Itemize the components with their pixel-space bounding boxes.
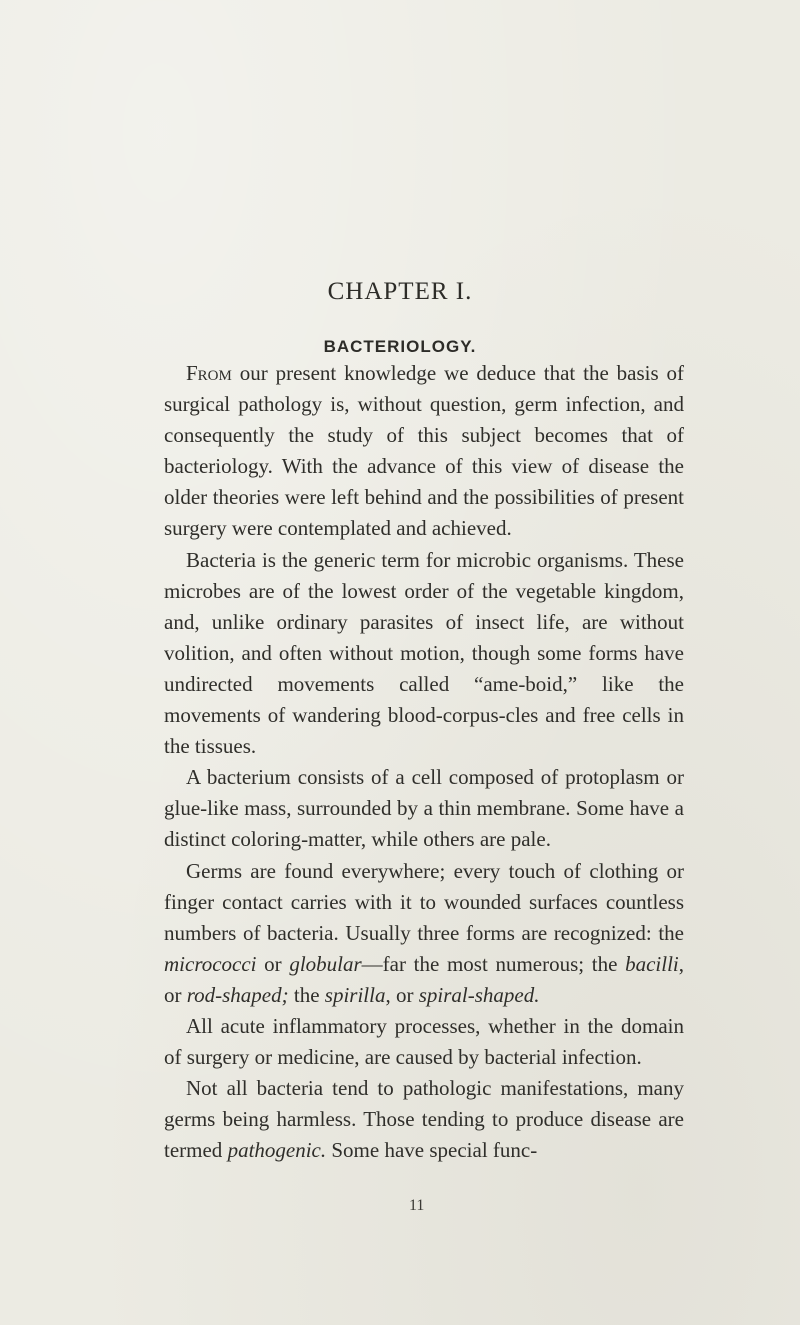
term-spirilla: spirilla [324, 982, 386, 1007]
section-heading: BACTERIOLOGY. [323, 337, 477, 356]
term-micrococci: micrococci [164, 951, 257, 976]
paragraph-text: Germs are found everywhere; every touch of clothing or finger contact carries with it to wounded surfaces countless numbers of bacteria. Usually three forms are recognized: the [164, 858, 684, 945]
lead-word: From [186, 361, 232, 385]
paragraph-text: A bacterium consists of a cell composed of protoplasm or glue-like mass, surrounded by a thin membrane. Some have a distinct coloring-matter, while others are pale. [164, 765, 684, 852]
term-pathogenic: pathogenic. [227, 1138, 327, 1163]
paragraph-4 [164, 856, 684, 1011]
paragraph-1 [164, 358, 684, 545]
term-bacilli: bacilli [625, 951, 679, 976]
paragraph-text: All acute inflammatory processes, whether in the domain of surgery or medicine, are caused by bacterial infection. [164, 1013, 684, 1070]
chapter-heading: CHAPTER I. [327, 278, 473, 305]
page-number: 11 [409, 1197, 425, 1214]
paragraph-text: , or [385, 982, 419, 1007]
paragraph-3 [164, 762, 684, 855]
paragraph-6 [164, 1073, 684, 1166]
paragraph-text: Bacteria is the generic term for microbic organisms. These microbes are of the lowest order of the vegetable kingdom, and, unlike ordinary parasites of insect life, are without volition, and often without motion, though some forms have undirected movements called “ame-boid,” like the movements of wandering blood-corpus-cles and free cells in the tissues. [164, 547, 684, 759]
paragraph-text: , or [164, 951, 684, 1007]
paragraph-text: our present knowledge we deduce that the basis of surgical pathology is, without question, germ infection, and consequently the study of this subject becomes that of bacteriology. With the advance of this view of disease the older theories were left behind and the possibilities of present surgery were contemplated and achieved. [164, 361, 684, 541]
paragraph-text: the [288, 982, 325, 1007]
term-spiral-shaped: spiral-shaped. [418, 982, 540, 1007]
term-rod-shaped: rod-shaped; [186, 982, 289, 1007]
paragraph-2 [164, 545, 684, 763]
paragraph-5 [164, 1011, 684, 1073]
paragraph-text: Not all bacteria tend to pathologic manifestations, many germs being harmless. Those tending to produce disease are termed [164, 1076, 684, 1163]
paragraph-text: or [256, 951, 290, 976]
paragraph-text: Some have special func- [326, 1138, 538, 1163]
term-globular: globular [289, 951, 362, 976]
body-text [164, 358, 684, 1166]
paragraph-text: —far the most numerous; the [361, 951, 626, 976]
